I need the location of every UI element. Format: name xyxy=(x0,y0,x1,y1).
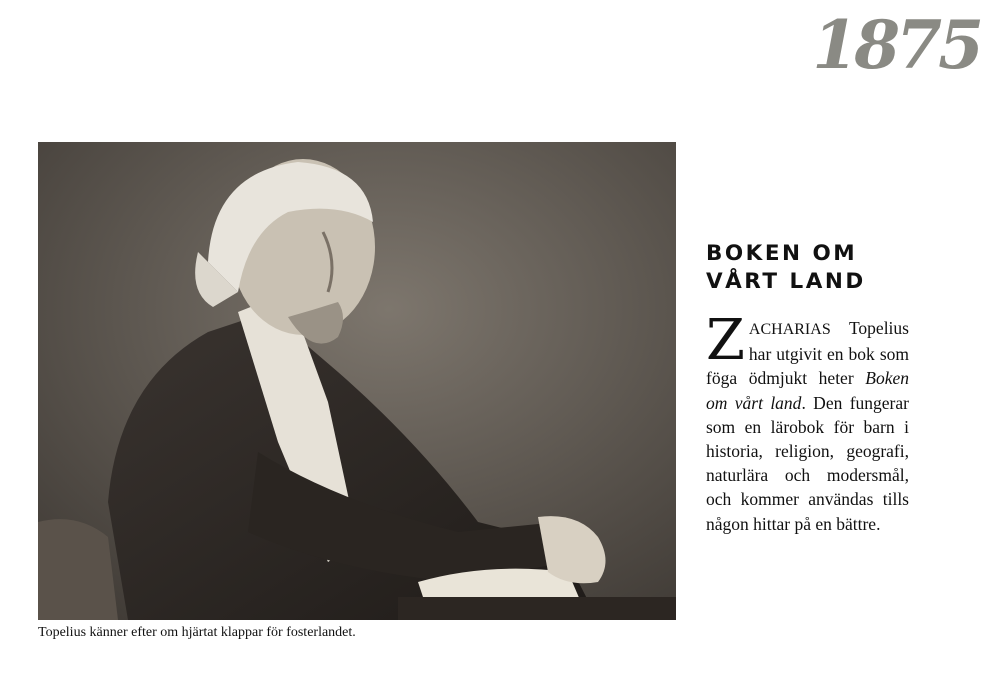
article-heading-line-2: VÅRT LAND xyxy=(706,269,866,294)
photo-caption: Topelius känner efter om hjärtat klappar för fosterlandet. xyxy=(38,625,356,640)
first-word: ACHARIAS xyxy=(748,321,831,338)
portrait-illustration xyxy=(38,142,676,620)
article-heading xyxy=(706,240,906,296)
article-heading-line-1: BOKEN OM xyxy=(706,241,858,266)
book-title: Boken om vårt land xyxy=(706,368,909,413)
page-year: 1875 xyxy=(812,6,980,84)
article-body xyxy=(706,308,909,536)
drop-cap: Z xyxy=(706,308,745,373)
body-text-part-1: Topelius har utgivit en bok som föga ödmjukt heter xyxy=(706,318,909,389)
body-text-part-2: . Den fungerar som en lärobok för barn i historia, religion, geografi, naturlära och modersmål, och kommer användas tills någon hittar på en bättre. xyxy=(706,392,909,534)
portrait-photo xyxy=(38,142,676,620)
